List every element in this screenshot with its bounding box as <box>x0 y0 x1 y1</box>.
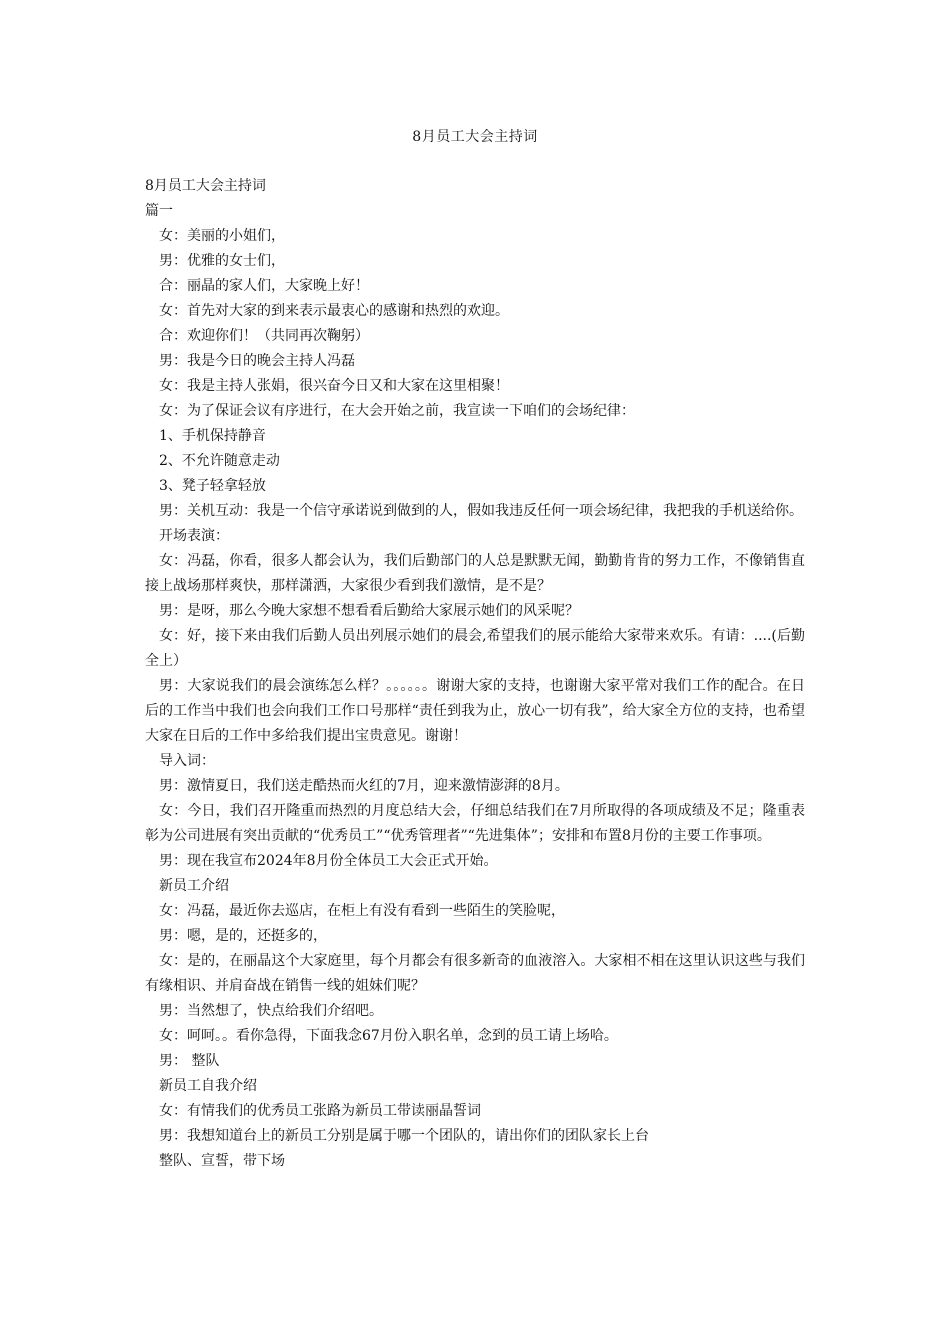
document-body <box>145 174 805 1174</box>
paragraph: 女：今日，我们召开隆重而热烈的月度总结大会，仔细总结我们在7月所取得的各项成绩及不足；隆重表彰为公司进展有突出贡献的“优秀员工”“优秀管理者”“先进集体”；安排和布置8月份的主要工作事项。 <box>145 803 805 844</box>
paragraph: 篇一 <box>145 203 173 219</box>
paragraph: 3、凳子轻拿轻放 <box>159 478 266 494</box>
paragraph: 整队、宣誓，带下场 <box>159 1153 285 1169</box>
paragraph: 男：现在我宣布2024年8月份全体员工大会正式开始。 <box>159 853 498 869</box>
paragraph: 女：我是主持人张娟，很兴奋今日又和大家在这里相聚！ <box>159 378 509 394</box>
document-title: 8月员工大会主持词 <box>412 129 538 145</box>
paragraph: 开场表演： <box>159 528 229 544</box>
paragraph: 男：我是今日的晚会主持人冯磊 <box>159 353 355 369</box>
paragraph: 男：关机互动：我是一个信守承诺说到做到的人，假如我违反任何一项会场纪律，我把我的手机送给你。 <box>159 503 803 519</box>
paragraph: 女：呵呵。。看你急得，下面我念67月份入职名单，念到的员工请上场哈。 <box>159 1028 618 1044</box>
paragraph: 1、手机保持静音 <box>159 428 266 444</box>
paragraph: 新员工自我介绍 <box>159 1078 257 1094</box>
paragraph: 合：欢迎你们！（共同再次鞠躬） <box>159 328 369 344</box>
paragraph: 男：大家说我们的晨会演练怎么样？。。。。。。谢谢大家的支持，也谢谢大家平常对我们工作的配合。在日后的工作当中我们也会向我们工作口号那样“责任到我为止，放心一切有我”，给大家全方位的支持，也希望大家在日后的工作中多给我们提出宝贵意见。谢谢！ <box>145 678 805 744</box>
paragraph: 女：冯磊，你看，很多人都会认为，我们后勤部门的人总是默默无闻，勤勤肯肯的努力工作，不像销售直接上战场那样爽快，那样潇洒，大家很少看到我们激情，是不是？ <box>145 553 805 594</box>
paragraph: 2、不允许随意走动 <box>159 453 280 469</box>
paragraph: 新员工介绍 <box>159 878 229 894</box>
paragraph: 男：优雅的女士们， <box>159 253 285 269</box>
paragraph: 导入词： <box>159 753 215 769</box>
paragraph: 女：是的，在丽晶这个大家庭里，每个月都会有很多新奇的血液溶入。大家相不相在这里认识这些与我们有缘相识、并肩奋战在销售一线的姐妹们呢？ <box>145 953 805 994</box>
paragraph: 女：为了保证会议有序进行，在大会开始之前，我宣读一下咱们的会场纪律： <box>159 403 635 419</box>
paragraph: 女：美丽的小姐们， <box>159 228 285 244</box>
paragraph: 女：首先对大家的到来表示最衷心的感谢和热烈的欢迎。 <box>159 303 509 319</box>
paragraph: 女：好，接下来由我们后勤人员出列展示她们的晨会,希望我们的展示能给大家带来欢乐。有请：....(后勤全上） <box>145 628 805 669</box>
paragraph: 男：嗯，是的，还挺多的， <box>159 928 327 944</box>
paragraph: 女：有情我们的优秀员工张路为新员工带读丽晶誓词 <box>159 1103 481 1119</box>
paragraph: 男：当然想了，快点给我们介绍吧。 <box>159 1003 383 1019</box>
paragraph: 男：是呀，那么今晚大家想不想看看后勤给大家展示她们的风采呢？ <box>159 603 579 619</box>
paragraph: 男：我想知道台上的新员工分别是属于哪一个团队的，请出你们的团队家长上台 <box>159 1128 649 1144</box>
paragraph: 合：丽晶的家人们，大家晚上好！ <box>159 278 369 294</box>
paragraph: 女：冯磊，最近你去巡店，在柜上有没有看到一些陌生的笑脸呢， <box>159 903 565 919</box>
paragraph: 男：激情夏日，我们送走酷热而火红的7月，迎来激情澎湃的8月。 <box>159 778 569 794</box>
paragraph: 8月员工大会主持词 <box>145 178 266 194</box>
paragraph: 男： 整队 <box>159 1053 220 1069</box>
